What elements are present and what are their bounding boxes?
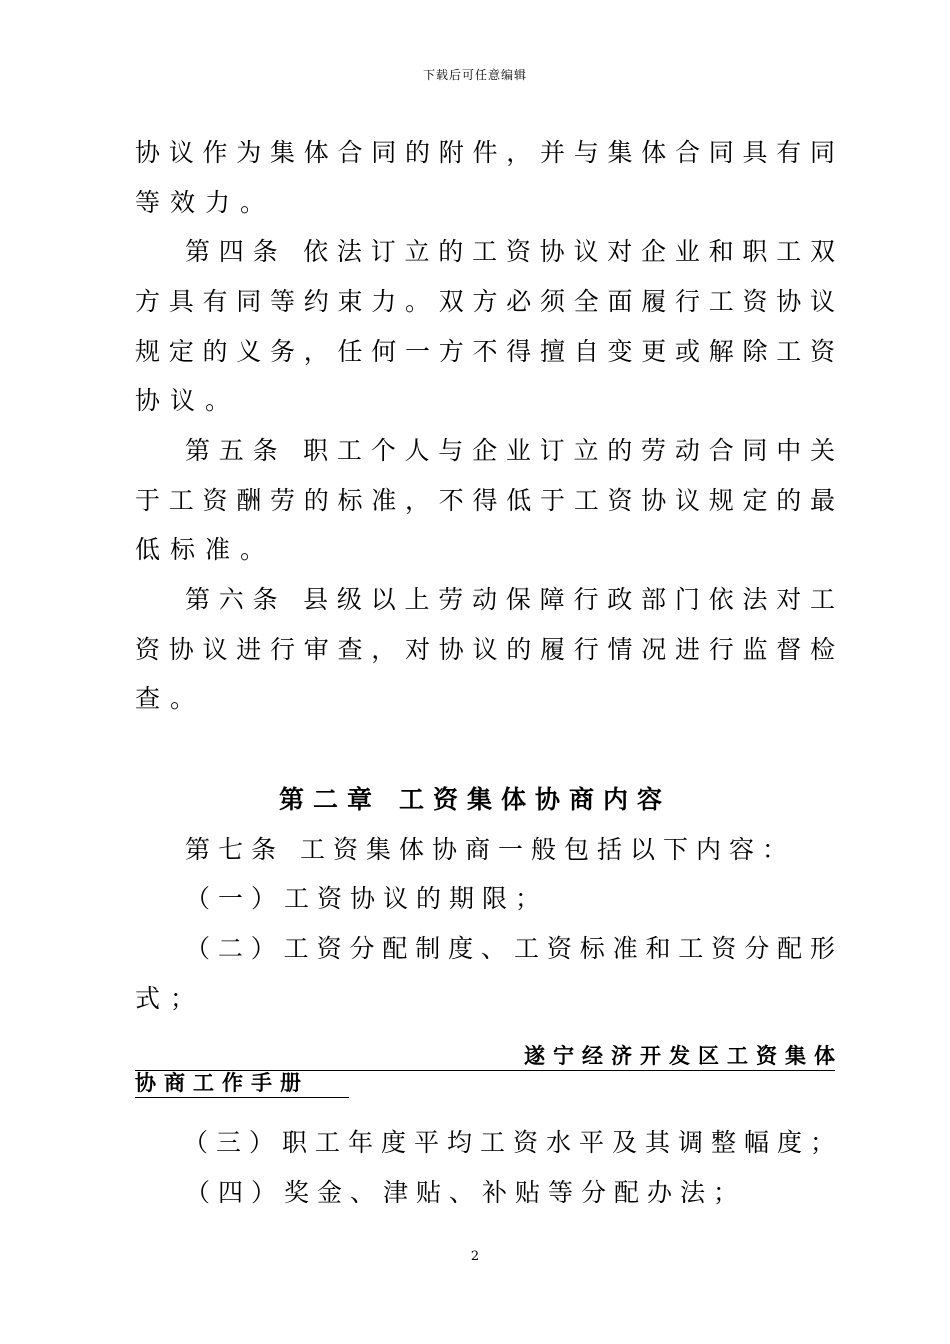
body-line: 方具有同等约束力。双方必须全面履行工资协议 — [135, 287, 835, 316]
manual-title-text1: 遂宁经济开发区工资集体 — [524, 1044, 843, 1068]
body-line: 式； — [135, 984, 206, 1013]
body-line: 协议作为集体合同的附件，并与集体合同具有同 — [135, 138, 835, 167]
body-line: （二）工资分配制度、工资标准和工资分配形 — [185, 934, 835, 963]
body-line: 等效力。 — [135, 188, 276, 217]
page-number: 2 — [470, 1249, 480, 1264]
watermark: 下载后可任意编辑 — [422, 68, 527, 82]
body-line: 于工资酬劳的标准，不得低于工资协议规定的最 — [135, 486, 835, 515]
body-line: 第七条 工资集体协商一般包括以下内容： — [185, 835, 795, 864]
manual-title-line1 — [135, 1043, 843, 1071]
chapter-heading — [0, 785, 950, 815]
body-line: （四）奖金、津贴、补贴等分配办法； — [185, 1178, 747, 1207]
body-line: 查。 — [135, 684, 206, 713]
body-line: 规定的义务，任何一方不得擅自变更或解除工资 — [135, 337, 835, 366]
body-line: 协议。 — [135, 386, 241, 415]
chapter-title: 工资集体协商内容 — [399, 785, 672, 814]
body-line: （一）工资协议的期限； — [185, 884, 549, 913]
body-line: 第六条 县级以上劳动保障行政部门依法对工 — [185, 585, 835, 614]
manual-title-text2: 协商工作手册 — [135, 1071, 309, 1095]
manual-title-line2 — [135, 1070, 349, 1098]
body-line: （三）职工年度平均工资水平及其调整幅度； — [183, 1128, 835, 1157]
body-line: 第四条 依法订立的工资协议对企业和职工双 — [185, 237, 835, 266]
body-line: 低标准。 — [135, 535, 276, 564]
chapter-number: 第二章 — [278, 785, 381, 814]
body-line: 资协议进行审查，对协议的履行情况进行监督检 — [135, 635, 835, 664]
body-line: 第五条 职工个人与企业订立的劳动合同中关 — [185, 436, 835, 465]
